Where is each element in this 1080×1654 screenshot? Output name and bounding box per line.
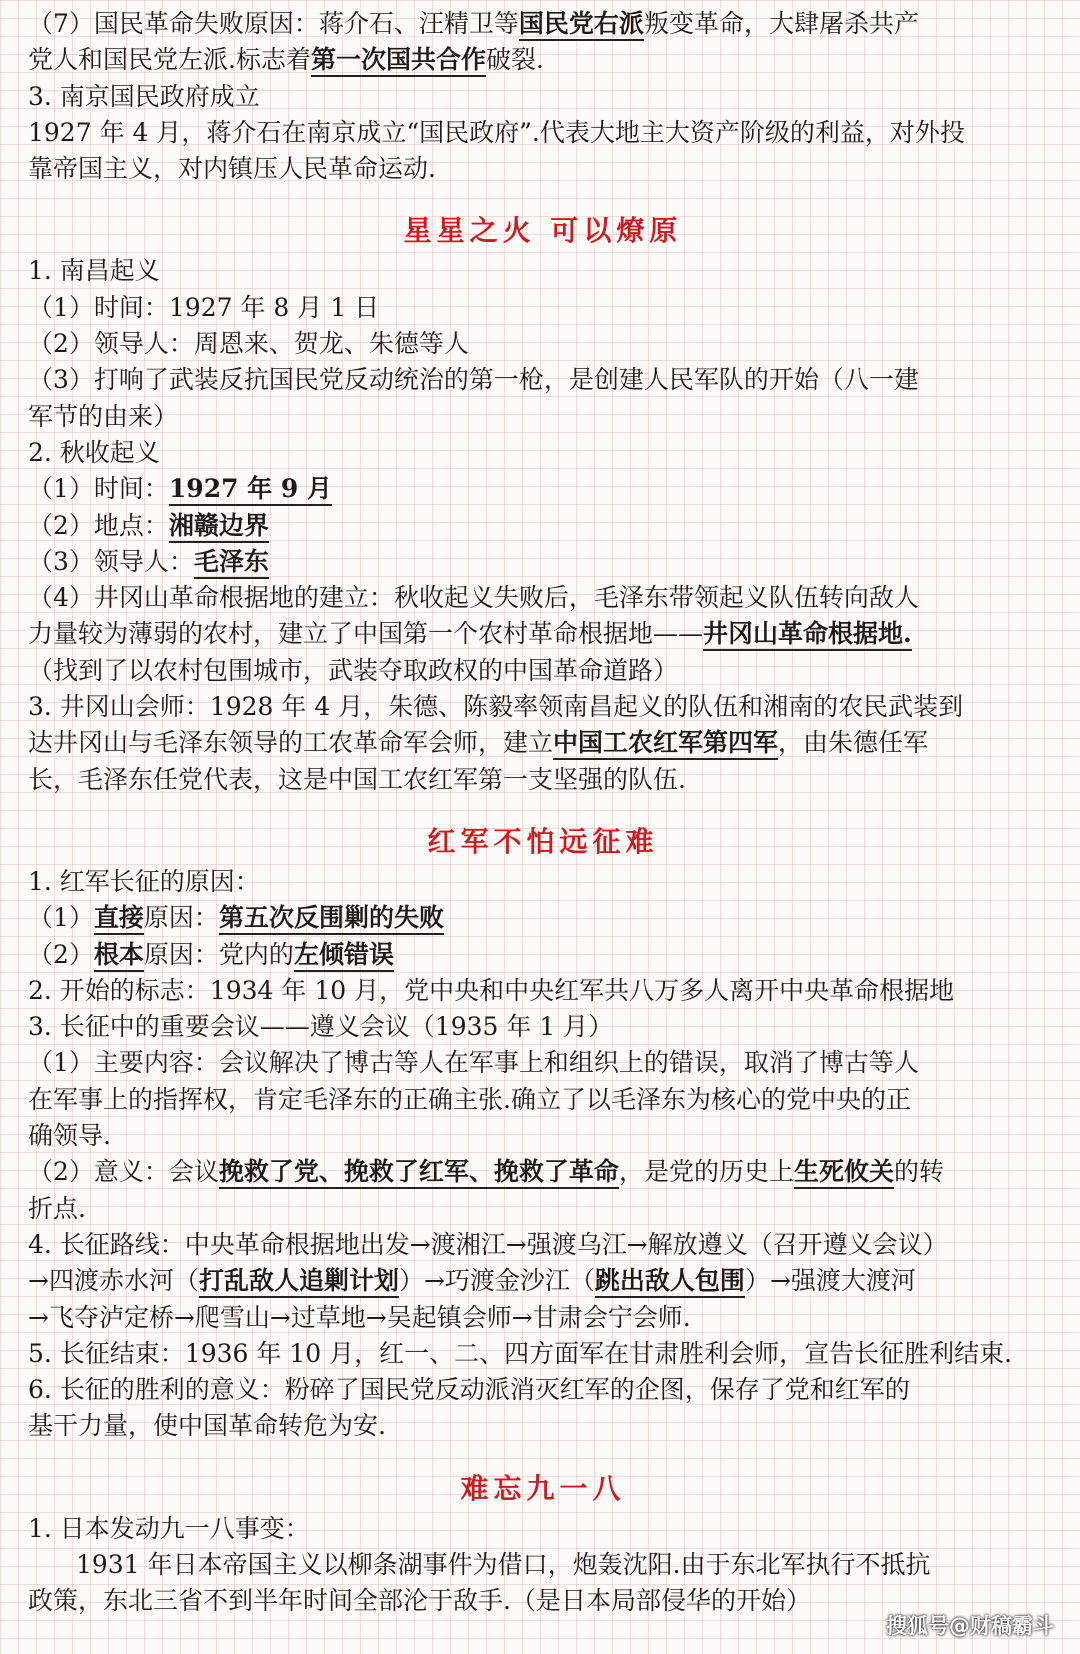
text-run: 2. 秋收起义 [28, 437, 160, 467]
text-run: →四渡赤水河（ [28, 1266, 199, 1296]
text-run: ，是党的历史上 [618, 1157, 794, 1187]
text-run: （2）地点： [28, 510, 169, 540]
note-line [28, 1300, 1058, 1336]
text-run: 2. 开始的标志：1934 年 10 月，党中央和中央红军共八万多人离开中央革命根据地 [28, 975, 955, 1005]
key-term: 湘赣边界 [169, 511, 269, 543]
text-run: （3）领导人： [28, 546, 194, 576]
key-term: 1927 年 9 月 [169, 474, 332, 506]
note-line [28, 973, 1058, 1009]
note-line [28, 937, 1058, 973]
key-term: 生死攸关 [794, 1157, 894, 1189]
notes-page [28, 6, 1058, 1620]
text-run: ）→巧渡金沙江（ [398, 1266, 595, 1296]
text-run: 3. 井冈山会师：1928 年 4 月，朱德、陈毅率领南昌起义的队伍和湘南的农民武装到 [28, 692, 964, 722]
note-line [28, 151, 1058, 187]
text-run: （找到了以农村包围城市，武装夺取政权的中国革命道路） [28, 655, 679, 685]
note-line [28, 1336, 1058, 1372]
text-run: 原因： [143, 903, 219, 933]
note-line [28, 616, 1058, 652]
key-term: 根本 [94, 940, 144, 972]
text-run: （1）时间：1927 年 8 月 1 日 [28, 292, 380, 322]
text-run: 的转 [893, 1157, 944, 1187]
note-line [28, 725, 1058, 761]
note-line [28, 864, 1058, 900]
key-term: 左倾错误 [294, 940, 394, 972]
note-line [28, 544, 1058, 580]
text-run: 6. 长征的胜利的意义：粉碎了国民党反动派消灭红军的企图，保存了党和红军的 [28, 1375, 910, 1405]
text-run: 原因：党内的 [143, 939, 294, 969]
text-run: ，由朱德任军 [778, 728, 929, 758]
key-term: 挽救了党、挽救了红军、挽救了革命 [219, 1157, 619, 1189]
text-run: 达井冈山与毛泽东领导的工农革命军会师，建立 [28, 728, 554, 758]
note-line [28, 580, 1058, 616]
text-run: 基干力量，使中国革命转危为安. [28, 1411, 386, 1441]
note-line [28, 762, 1058, 798]
note-line [28, 689, 1058, 725]
note-line [28, 1082, 1058, 1118]
spacer [28, 187, 1058, 209]
note-line [28, 326, 1058, 362]
note-line [28, 362, 1058, 398]
text-run: 折点. [28, 1193, 86, 1223]
text-run: 在军事上的指挥权，肯定毛泽东的正确主张.确立了以毛泽东为核心的党中央的正 [28, 1084, 911, 1114]
text-run: （4）井冈山革命根据地的建立：秋收起义失败后，毛泽东带领起义队伍转向敌人 [28, 583, 919, 613]
note-line [28, 508, 1058, 544]
note-line [28, 1227, 1058, 1263]
note-line [28, 399, 1058, 435]
text-run: 破裂. [485, 45, 544, 75]
section-title: 难忘九一八 [460, 1471, 626, 1505]
section-title: 红军不怕远征难 [427, 824, 659, 858]
key-term: 直接 [94, 903, 144, 935]
text-run: 5. 长征结束：1936 年 10 月，红一、二、四方面军在甘肃胜利会师，宣告长征胜利结束. [28, 1338, 1013, 1368]
text-run: 军节的由来） [28, 401, 179, 431]
note-line [28, 1045, 1058, 1081]
note-line [28, 653, 1058, 689]
key-term: 跳出敌人包围 [595, 1266, 745, 1298]
spacer [28, 798, 1058, 820]
note-line [28, 42, 1058, 78]
key-term: 国民党右派 [519, 9, 644, 41]
text-run: （2）意义：会议 [28, 1157, 219, 1187]
text-run: 1931 年日本帝国主义以柳条湖事件为借口，炮轰沈阳.由于东北军执行不抵抗 [76, 1549, 931, 1579]
text-run: 3. 长征中的重要会议——遵义会议（1935 年 1 月） [28, 1012, 614, 1042]
note-line [28, 435, 1058, 471]
text-run: 1. 红军长征的原因： [28, 866, 260, 896]
watermark: 搜狐号@财稿霸斗 [886, 1614, 1054, 1638]
text-run: 力量较为薄弱的农村，建立了中国第一个农村革命根据地—— [28, 619, 704, 649]
note-line [28, 1118, 1058, 1154]
text-run: （3）打响了武装反抗国民党反动统治的第一枪，是创建人民军队的开始（八一建 [28, 365, 919, 395]
note-line [28, 1511, 1058, 1547]
key-term: 第一次国共合作 [311, 45, 486, 77]
note-line [28, 6, 1058, 42]
key-term: 井冈山革命根据地. [703, 619, 912, 651]
text-run: （7）国民革命失败原因：蒋介石、汪精卫等 [28, 9, 519, 38]
text-run: 3. 南京国民政府成立 [28, 81, 260, 111]
text-run: （1） [28, 903, 94, 933]
note-line [28, 1372, 1058, 1408]
spacer [28, 1445, 1058, 1467]
key-term: 毛泽东 [194, 547, 269, 579]
text-run: 4. 长征路线：中央革命根据地出发→渡湘江→强渡乌江→解放遵义（召开遵义会议） [28, 1229, 948, 1259]
section-title: 星星之火 可以燎原 [403, 214, 683, 248]
key-term: 中国工农红军第四军 [553, 728, 778, 760]
text-run: 政策，东北三省不到半年时间全部沦于敌手.（是日本局部侵华的开始） [28, 1586, 811, 1616]
text-run: （1）主要内容：会议解决了博古等人在军事上和组织上的错误，取消了博古等人 [28, 1048, 919, 1078]
note-line [28, 79, 1058, 115]
note-line [28, 1263, 1058, 1299]
text-run: 靠帝国主义，对内镇压人民革命运动. [28, 154, 436, 184]
text-run: 党人和国民党左派.标志着 [28, 45, 311, 75]
note-line [28, 1009, 1058, 1045]
text-run: 长，毛泽东任党代表，这是中国工农红军第一支坚强的队伍. [28, 764, 686, 794]
text-run: （1）时间： [28, 474, 169, 504]
note-line [28, 1408, 1058, 1444]
text-run: 叛变革命，大肆屠杀共产 [643, 9, 919, 38]
text-run: ）→强渡大渡河 [744, 1266, 916, 1296]
note-line [28, 1547, 1058, 1583]
key-term: 第五次反围剿的失败 [219, 903, 444, 935]
key-term: 打乱敌人追剿计划 [199, 1266, 399, 1298]
note-line [28, 471, 1058, 507]
text-run: 1. 南昌起义 [28, 256, 160, 286]
text-run: 1927 年 4 月，蒋介石在南京成立“国民政府”.代表大地主大资产阶级的利益，对外投 [28, 117, 965, 147]
text-run: （2）领导人：周恩来、贺龙、朱德等人 [28, 329, 469, 359]
note-line [28, 253, 1058, 289]
text-run: →飞夺泸定桥→爬雪山→过草地→吴起镇会师→甘肃会宁会师. [28, 1302, 691, 1332]
note-line [28, 1191, 1058, 1227]
note-line [28, 290, 1058, 326]
text-run: 1. 日本发动九一八事变： [28, 1513, 310, 1543]
text-run: （2） [28, 939, 94, 969]
note-line [28, 115, 1058, 151]
note-line [28, 900, 1058, 936]
note-line [28, 1154, 1058, 1190]
text-run: 确领导. [28, 1121, 111, 1151]
